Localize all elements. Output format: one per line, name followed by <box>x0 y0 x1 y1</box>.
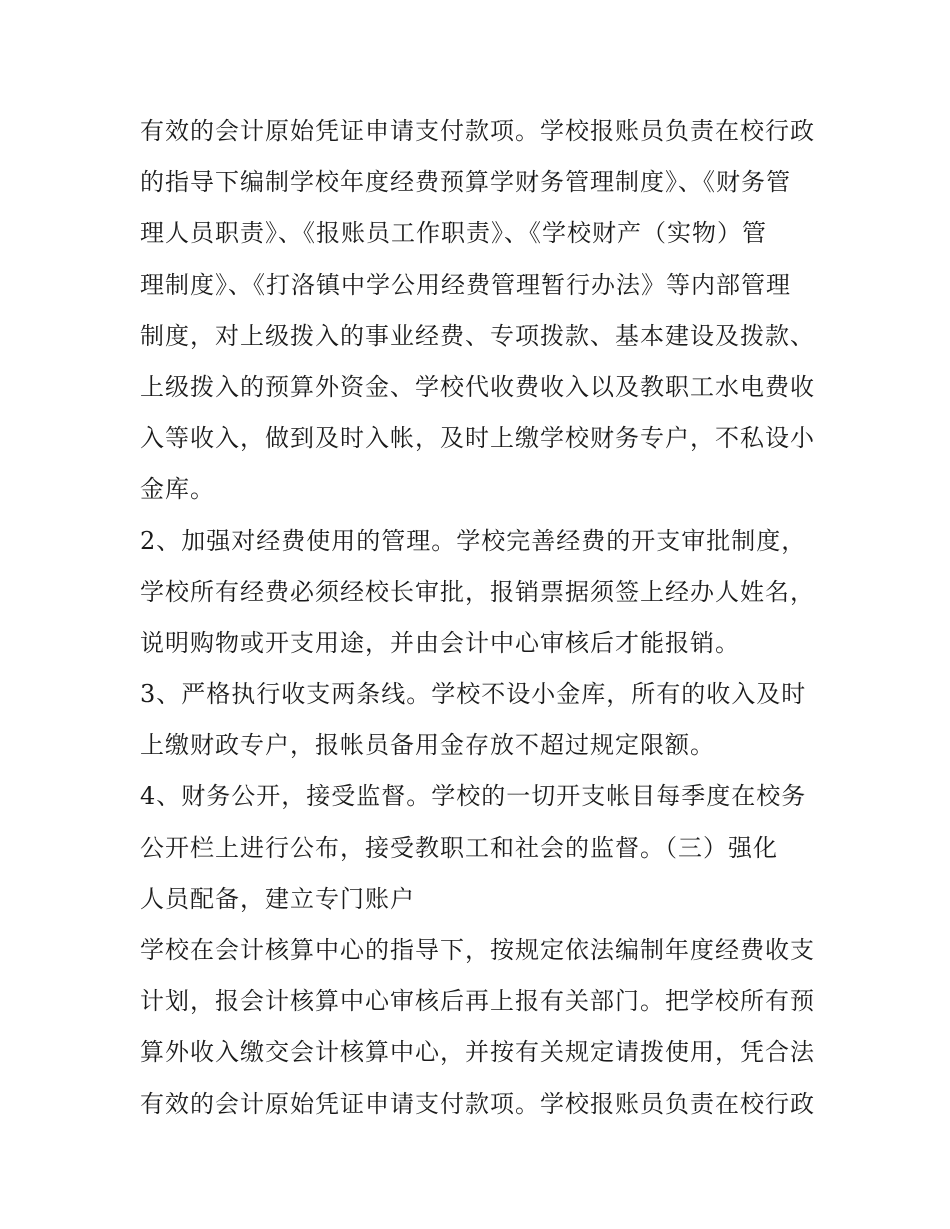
text-line: 理人员职责》、《报账员工作职责》、《学校财产（实物）管 <box>140 219 767 248</box>
text-line: 学校所有经费必须经校长审批，报销票据须签上经办人姓名， <box>140 577 815 606</box>
text-line: 学校在会计核算中心的指导下，按规定依法编制年度经费收支 <box>140 936 815 964</box>
text-line: 2、加强对经费使用的管理。学校完善经费的开支审批制度， <box>140 526 807 555</box>
text-line: 上缴财政专户，报帐员备用金存放不超过规定限额。 <box>140 731 715 760</box>
text-line: 制度，对上级拨入的事业经费、专项拨款、基本建设及拨款、 <box>140 321 815 350</box>
text-line: 算外收入缴交会计核算中心，并按有关规定请拨使用，凭合法 <box>140 1038 815 1067</box>
body-text <box>140 106 830 1130</box>
text-line: 有效的会计原始凭证申请支付款项。学校报账员负责在校行政 <box>140 1089 815 1118</box>
text-line: 4、财务公开，接受监督。学校的一切开支帐目每季度在校务 <box>140 782 807 811</box>
text-line: 说明购物或开支用途，并由会计中心审核后才能报销。 <box>140 628 740 657</box>
text-line: 公开栏上进行公布，接受教职工和社会的监督。（三）强化 <box>140 833 778 862</box>
text-line: 入等收入，做到及时入帐，及时上缴学校财务专户，不私设小 <box>140 424 815 453</box>
text-line: 上级拨入的预算外资金、学校代收费收入以及教职工水电费收 <box>140 372 815 401</box>
text-line: 3、严格执行收支两条线。学校不设小金库，所有的收入及时 <box>140 680 807 709</box>
text-line: 理制度》、《打洛镇中学公用经费管理暂行办法》等内部管理 <box>140 270 791 299</box>
text-line: 计划，报会计核算中心审核后再上报有关部门。把学校所有预 <box>140 987 815 1016</box>
text-line: 人员配备，建立专门账户 <box>140 884 415 913</box>
text-line: 的指导下编制学校年度经费预算学财务管理制度》、《财务管 <box>140 168 791 197</box>
text-line: 金库。 <box>140 475 215 504</box>
text-line: 有效的会计原始凭证申请支付款项。学校报账员负责在校行政 <box>140 117 815 145</box>
